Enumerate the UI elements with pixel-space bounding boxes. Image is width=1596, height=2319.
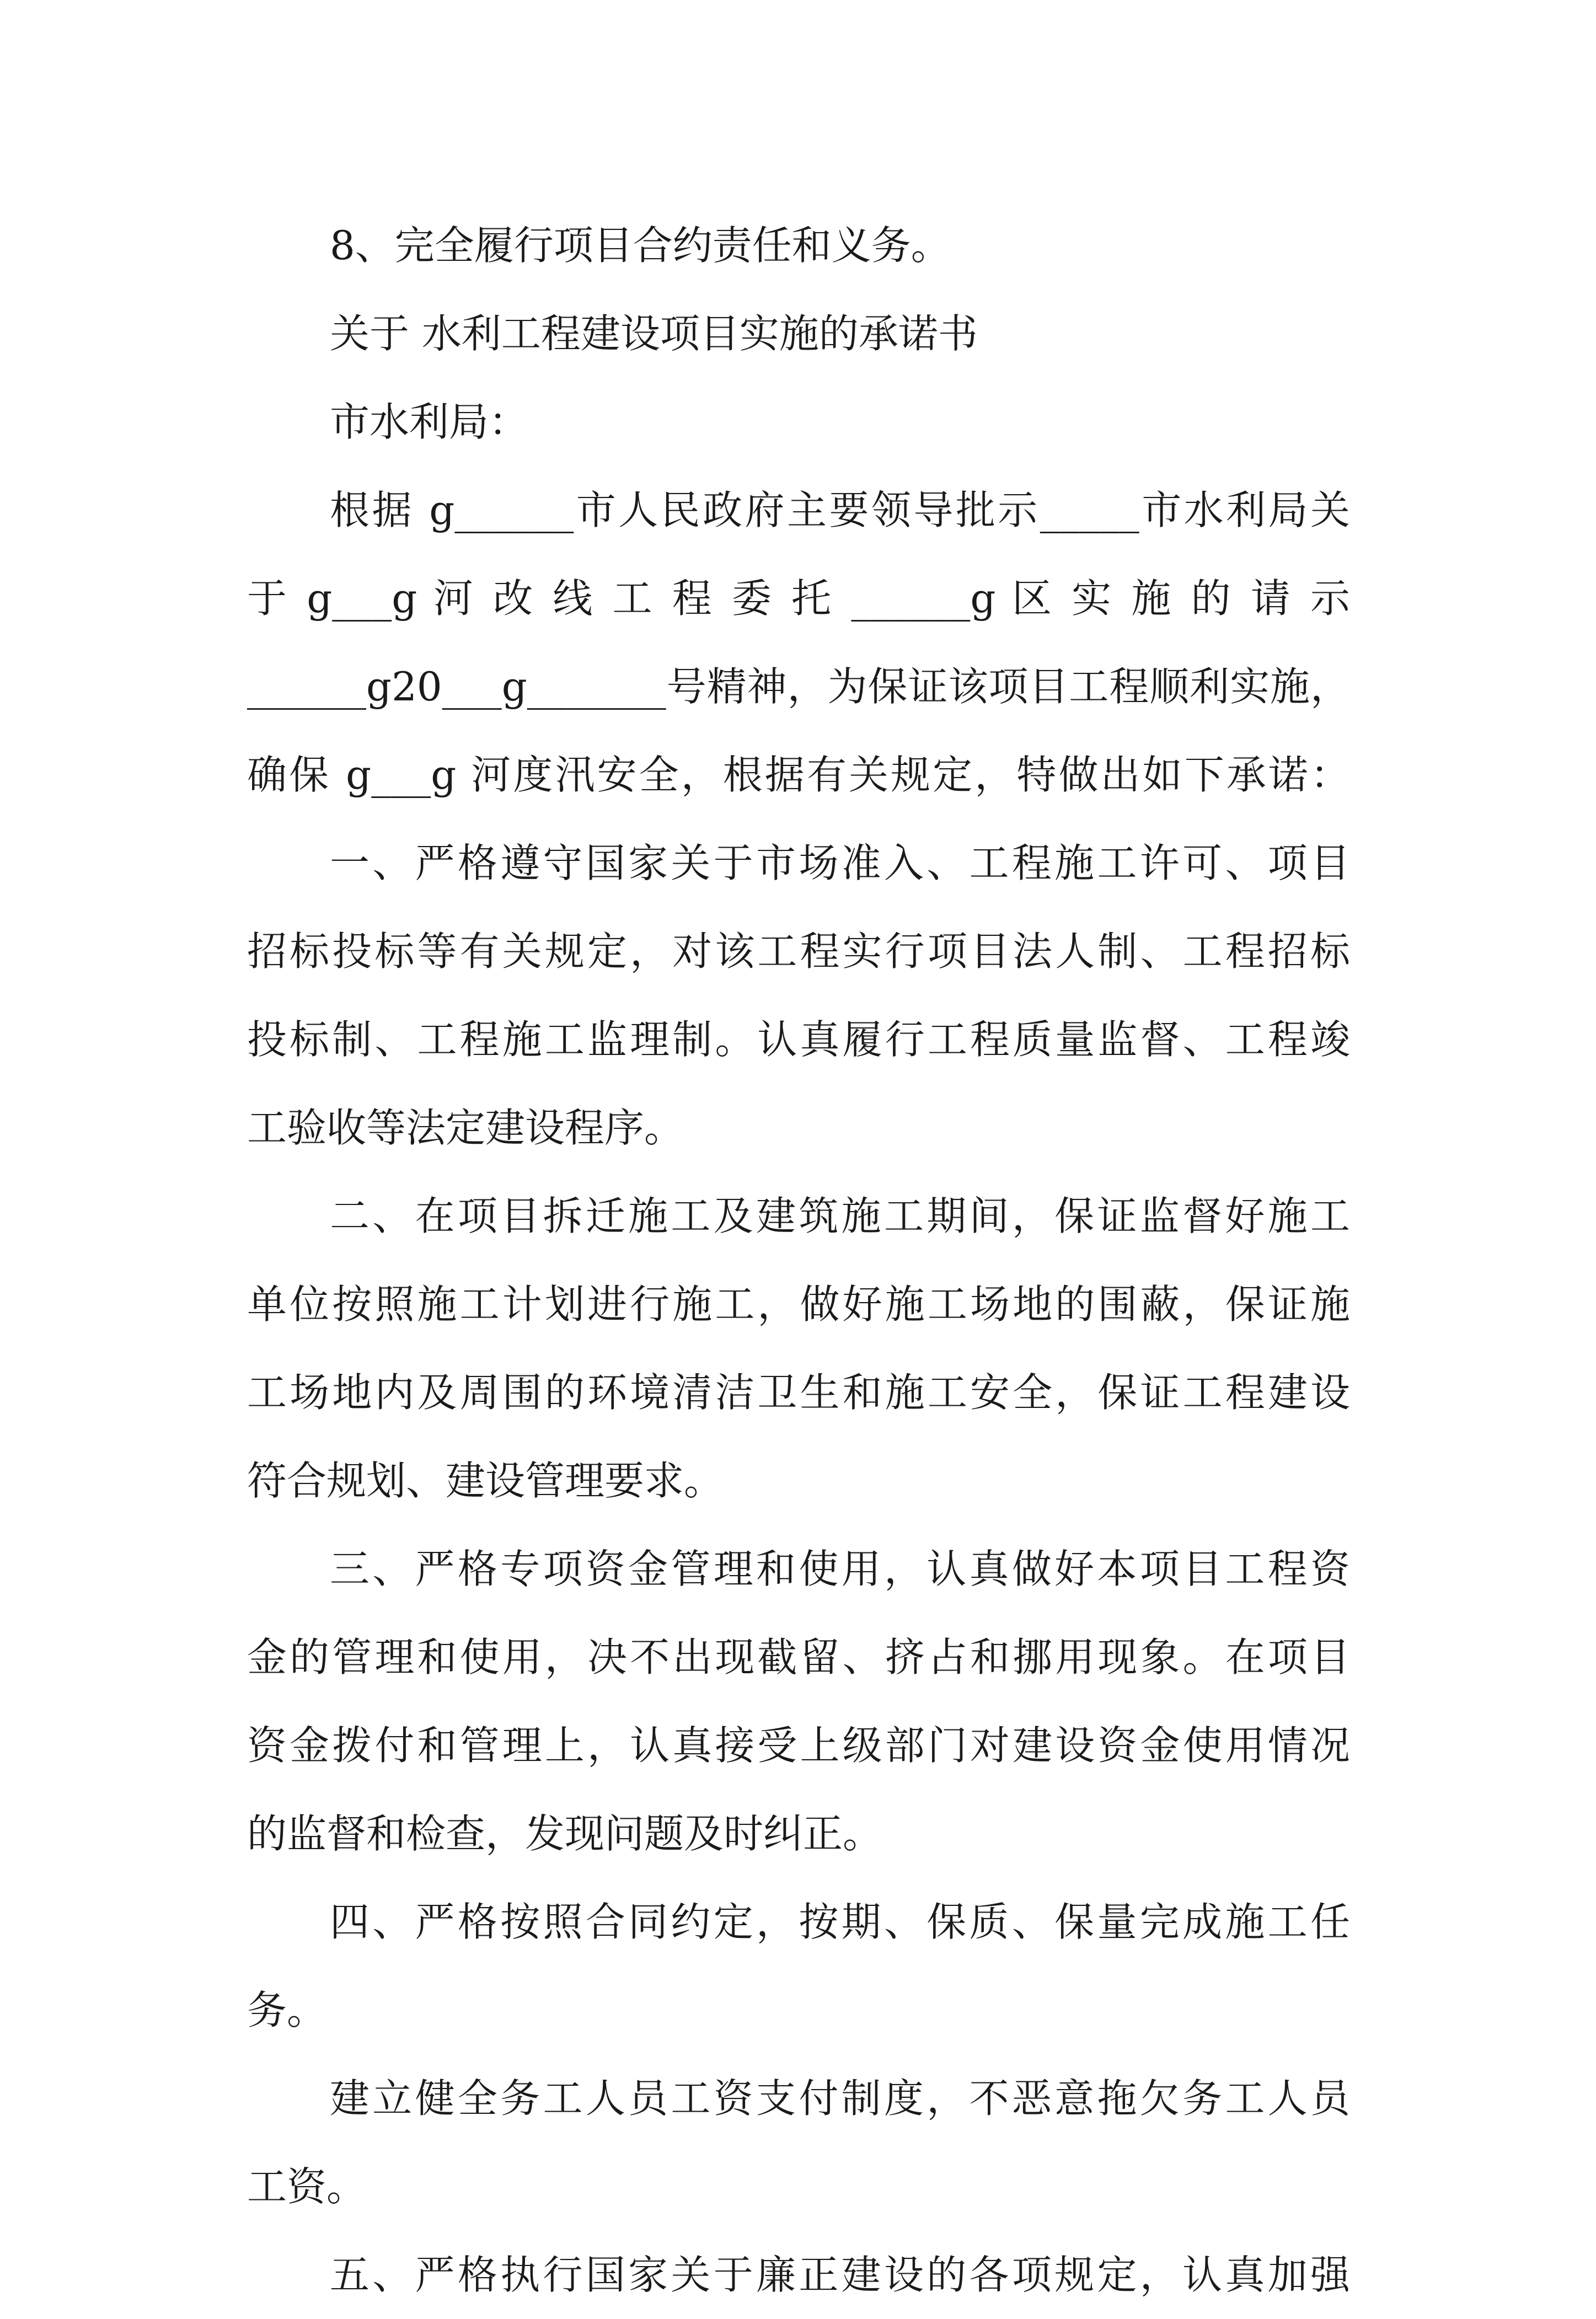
intro-paragraph-line: ______g20___g_______号精神，为保证该项目工程顺利实施， xyxy=(247,663,1350,710)
document-title: 关于 水利工程建设项目实施的承诺书 xyxy=(330,310,978,357)
paragraph-two-line: 二、在项目拆迁施工及建筑施工期间，保证监督好施工 xyxy=(330,1193,1350,1239)
paragraph-one-line: 投标制、工程施工监理制。认真履行工程质量监督、工程竣 xyxy=(247,1016,1350,1063)
paragraph-three-line: 资金拨付和管理上，认真接受上级部门对建设资金使用情况 xyxy=(247,1722,1350,1769)
intro-paragraph-line: 于 g___g 河 改 线 工 程 委 托 ______g 区 实 施 的 请 示 xyxy=(247,575,1350,622)
wage-paragraph-line: 建立健全务工人员工资支付制度，不恶意拖欠务工人员 xyxy=(330,2075,1350,2122)
addressee: 市水利局： xyxy=(330,399,529,445)
paragraph-two-line: 单位按照施工计划进行施工，做好施工场地的围蔽，保证施 xyxy=(247,1281,1350,1327)
paragraph-four-line: 四、严格按照合同约定，按期、保质、保量完成施工任 xyxy=(330,1899,1350,1945)
paragraph-two-line: 工场地内及周围的环境清洁卫生和施工安全，保证工程建设 xyxy=(247,1369,1350,1416)
paragraph-one-line: 一、严格遵守国家关于市场准入、工程施工许可、项目 xyxy=(330,840,1350,886)
paragraph-five-line: 五、严格执行国家关于廉正建设的各项规定，认真加强 xyxy=(330,2252,1350,2298)
document-page xyxy=(247,201,1350,2319)
paragraph-one-line: 工验收等法定建设程序。 xyxy=(247,1105,684,1151)
paragraph-three-line: 的监督和检查，发现问题及时纠正。 xyxy=(247,1811,883,1857)
intro-paragraph-line: 根据 g______市人民政府主要领导批示_____市水利局关 xyxy=(330,487,1350,533)
item-8-line: 8、完全履行项目合约责任和义务。 xyxy=(330,222,951,269)
paragraph-three-line: 金的管理和使用，决不出现截留、挤占和挪用现象。在项目 xyxy=(247,1634,1350,1680)
paragraph-three-line: 三、严格专项资金管理和使用，认真做好本项目工程资 xyxy=(330,1546,1350,1592)
paragraph-four-line: 务。 xyxy=(247,1987,327,2033)
wage-paragraph-line: 工资。 xyxy=(247,2163,367,2210)
intro-paragraph-line: 确保 g___g 河度汛安全，根据有关规定，特做出如下承诺： xyxy=(247,752,1350,798)
paragraph-one-line: 招标投标等有关规定，对该工程实行项目法人制、工程招标 xyxy=(247,928,1350,974)
paragraph-two-line: 符合规划、建设管理要求。 xyxy=(247,1458,724,1504)
